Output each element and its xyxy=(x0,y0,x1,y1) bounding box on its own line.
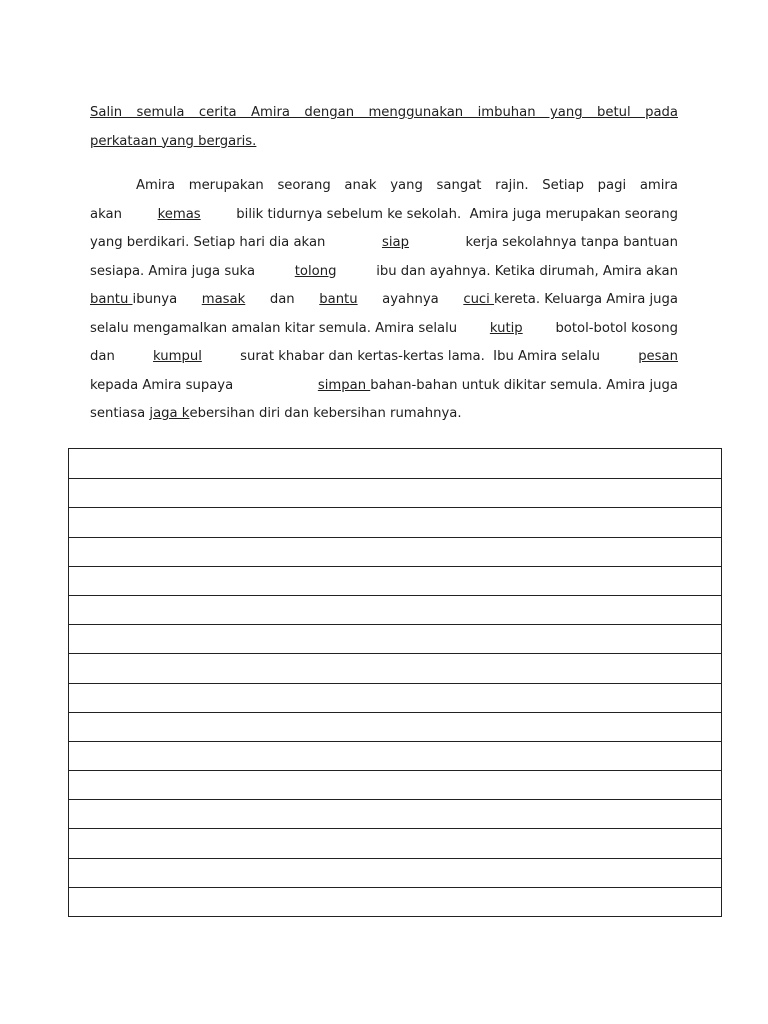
instruction-line-2: perkataan yang bergaris. xyxy=(90,133,257,149)
story-text: bilik tidurnya sebelum ke sekolah. Amira juga merupakan seorang xyxy=(236,206,678,222)
story-word: amira xyxy=(639,178,678,193)
writing-line-15[interactable] xyxy=(69,858,721,887)
story-line-6 xyxy=(90,315,678,344)
story-word: Amira xyxy=(136,178,176,193)
story-word: pagi xyxy=(597,178,627,193)
story-text: ibu dan ayahnya. Ketika dirumah, Amira akan xyxy=(376,263,678,279)
story-word: seorang xyxy=(277,178,331,193)
story-text: selalu mengamalkan amalan kitar semula. Amira selalu xyxy=(90,320,458,336)
writing-line-9[interactable] xyxy=(69,683,721,712)
story-text: yang berdikari. Setiap hari dia akan xyxy=(90,235,326,250)
writing-line-2[interactable] xyxy=(69,478,721,507)
writing-line-13[interactable] xyxy=(69,799,721,828)
writing-lines-box[interactable] xyxy=(68,448,722,917)
story-line-8 xyxy=(90,372,678,401)
story-text: surat khabar dan kertas-kertas lama. Ibu Amira selalu xyxy=(240,349,600,364)
writing-line-10[interactable] xyxy=(69,712,721,741)
story-text: dan xyxy=(90,349,115,364)
story-text: kerja sekolahnya tanpa bantuan xyxy=(465,235,678,250)
story-paragraph xyxy=(90,172,678,429)
underlined-word: masak xyxy=(201,292,246,307)
underlined-word: jaga k xyxy=(149,406,190,421)
story-line-9 xyxy=(90,400,678,429)
underlined-word: siap xyxy=(381,235,409,250)
underlined-word: bantu xyxy=(319,292,358,307)
story-text: sesiapa. Amira juga suka xyxy=(90,263,256,279)
writing-line-12[interactable] xyxy=(69,770,721,799)
writing-line-16[interactable] xyxy=(69,887,721,916)
story-text: akan xyxy=(90,206,122,222)
underlined-word: kutip xyxy=(489,320,523,336)
story-word: anak xyxy=(344,178,377,193)
underlined-word: tolong xyxy=(294,263,337,279)
writing-line-8[interactable] xyxy=(69,653,721,682)
story-line-5 xyxy=(90,286,678,315)
underlined-word: simpan xyxy=(317,377,371,393)
story-text: sentiasa xyxy=(90,406,146,421)
underlined-word: pesan xyxy=(638,349,678,364)
story-line-4 xyxy=(90,258,678,287)
story-word: yang xyxy=(390,178,423,193)
story-word: merupakan xyxy=(188,178,264,193)
writing-line-7[interactable] xyxy=(69,624,721,653)
story-text: ibunya xyxy=(132,292,178,307)
story-text xyxy=(318,372,678,401)
story-text xyxy=(90,286,177,315)
writing-line-11[interactable] xyxy=(69,741,721,770)
story-text: ayahnya xyxy=(382,292,439,307)
underlined-word: cuci xyxy=(463,292,495,307)
story-line-3 xyxy=(90,229,678,258)
story-text xyxy=(463,286,678,315)
story-text: dan xyxy=(269,292,295,307)
story-word: sangat xyxy=(436,178,482,193)
instruction-line-1: Salin semula cerita Amira dengan menggunakan imbuhan yang betul pada xyxy=(90,105,678,120)
writing-line-3[interactable] xyxy=(69,507,721,536)
story-text: bahan-bahan untuk dikitar semula. Amira juga xyxy=(370,377,678,393)
story-word: Setiap xyxy=(542,178,584,193)
writing-line-4[interactable] xyxy=(69,537,721,566)
story-text: ebersihan diri dan kebersihan rumahnya. xyxy=(189,406,462,421)
underlined-word: bantu xyxy=(90,292,133,307)
story-text: kereta. Keluarga Amira juga xyxy=(494,292,678,307)
story-line-2 xyxy=(90,201,678,230)
writing-line-6[interactable] xyxy=(69,595,721,624)
story-word: rajin. xyxy=(495,178,529,193)
underlined-word: kumpul xyxy=(153,349,202,364)
writing-line-14[interactable] xyxy=(69,828,721,857)
instruction-text xyxy=(90,99,678,156)
story-text: botol-botol kosong xyxy=(555,320,678,336)
story-line-7 xyxy=(90,343,678,372)
writing-line-1[interactable] xyxy=(69,449,721,478)
underlined-word: kemas xyxy=(157,206,201,222)
writing-line-5[interactable] xyxy=(69,566,721,595)
story-line-1 xyxy=(90,172,678,201)
story-text: kepada Amira supaya xyxy=(90,377,234,393)
